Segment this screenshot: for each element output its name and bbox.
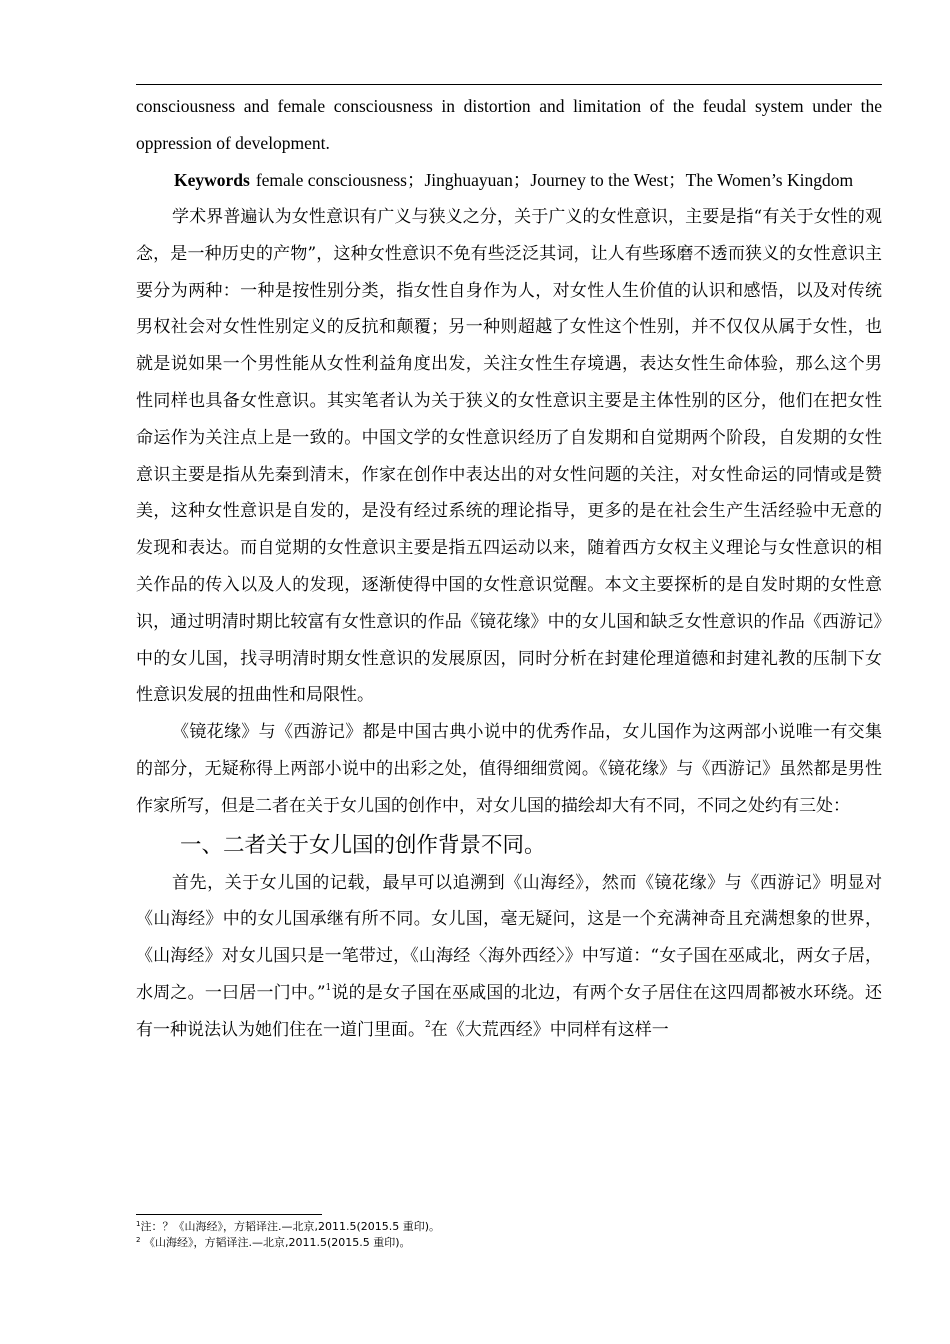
abstract-continuation: consciousness and female consciousness in distortion and limitation of the feudal system under the oppression of development. — [136, 96, 882, 153]
paragraph-3-part-3: 在《大荒西经》中同样有这样一 — [430, 1019, 669, 1040]
footnote-mark-2: 2 — [136, 1236, 141, 1244]
paragraph-3-part-2: 说的是女子国在巫咸国的北边，有两个女子居住在这四周都被水环绕。还有一种说法认为她们住在一道门里面。 — [136, 982, 882, 1040]
body-paragraph-3 — [136, 865, 882, 1049]
keywords-label: Keywords — [174, 170, 250, 190]
keywords-text: female consciousness；Jinghuayuan；Journey to the West；The Women’s Kingdom — [255, 170, 854, 190]
page-body — [136, 88, 882, 1049]
body-paragraph-2: 《镜花缘》与《西游记》都是中国古典小说中的优秀作品，女儿国作为这两部小说唯一有交集的部分，无疑称得上两部小说中的出彩之处，值得细细赏阅。《镜花缘》与《西游记》虽然都是男性作家所写，但是二者在关于女儿国的创作中，对女儿国的描绘却大有不同，不同之处约有三处： — [136, 722, 882, 816]
footnote-separator — [136, 1214, 322, 1215]
footnote-mark-1: 1 — [136, 1220, 141, 1228]
footnotes — [136, 1219, 882, 1251]
body-paragraph-1: 学术界普遍认为女性意识有广义与狭义之分，关于广义的女性意识，主要是指“有关于女性的观念，是一种历史的产物”，这种女性意识不免有些泛泛其词，让人有些琢磨不透而狭义的女性意识主要分为两种：一种是按性别分类，指女性自身作为人，对女性人生价值的认识和感悟，以及对传统男权社会对女性性别定义的反抗和颠覆；另一种则超越了女性这个性别，并不仅仅从属于女性，也就是说如果一个男性能从女性利益角度出发，关注女性生存境遇，表达女性生命体验，那么这个男性同样也具备女性意识。其实笔者认为关于狭义的女性意识主要是主体性别的区分，他们在把女性命运作为关注点上是一致的。中国文学的女性意识经历了自发期和自觉期两个阶段，自发期的女性意识主要是指从先秦到清末，作家在创作中表达出的对女性问题的关注，对女性命运的同情或是赞美，这种女性意识是自发的，是没有经过系统的理论指导，更多的是在社会生产生活经验中无意的发现和表达。而自觉期的女性意识主要是指五四运动以来，随着西方女权主义理论与女性意识的相关作品的传入以及人的发现，逐渐使得中国的女性意识觉醒。本文主要探析的是自发时期的女性意识，通过明清时期比较富有女性意识的作品《镜花缘》中的女儿国和缺乏女性意识的作品《西游记》中的女儿国，找寻明清时期女性意识的发展原因，同时分析在封建伦理道德和封建礼教的压制下女性意识发展的扭曲性和局限性。 — [136, 207, 882, 706]
header-rule — [136, 84, 882, 85]
keywords-line — [136, 162, 882, 199]
footnote-text-2: 《山海经》，方韬译注.—北京,2011.5(2015.5 重印)。 — [140, 1236, 411, 1249]
footnote-text-1: 注：？《山海经》，方韬译注.—北京,2011.5(2015.5 重印)。 — [140, 1220, 441, 1233]
footnote-2 — [136, 1235, 882, 1251]
section-heading-1: 一、二者关于女儿国的创作背景不同。 — [180, 832, 546, 858]
footnote-ref-1[interactable]: 1 — [325, 982, 332, 993]
paragraph-3-part-1: 首先，关于女儿国的记载，最早可以追溯到《山海经》，然而《镜花缘》与《西游记》明显对《山海经》中的女儿国承继有所不同。女儿国，毫无疑问，这是一个充满神奇且充满想象的世界，《山海经》对女儿国只是一笔带过，《山海经〈海外西经〉》中写道：“女子国在巫咸北，两女子居，水周之。一曰居一门中。” — [136, 872, 882, 1003]
footnote-ref-2[interactable]: 2 — [425, 1019, 431, 1030]
footnote-1 — [136, 1219, 882, 1235]
